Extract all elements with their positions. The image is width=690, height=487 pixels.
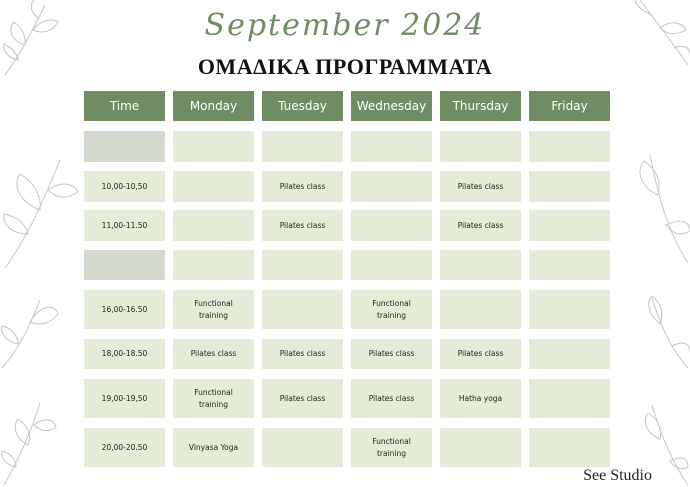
class-cell-tuesday: Pilates class: [262, 339, 343, 369]
class-cell-friday: [529, 379, 610, 418]
class-cell-friday: [529, 290, 610, 329]
class-cell-tuesday: Pilates class: [262, 210, 343, 241]
class-cell-wednesday: [351, 171, 432, 202]
class-cell-thursday: [440, 250, 521, 280]
class-cell-tuesday: [262, 428, 343, 467]
class-cell-friday: [529, 250, 610, 280]
leaf-decoration-left-middle-icon: [0, 150, 80, 270]
class-cell-wednesday: Functional training: [351, 290, 432, 329]
class-cell-friday: [529, 210, 610, 241]
class-cell-thursday: [440, 290, 521, 329]
class-cell-monday: [173, 131, 254, 162]
class-cell-monday: [173, 171, 254, 202]
class-cell-tuesday: [262, 131, 343, 162]
time-cell: [84, 131, 165, 162]
time-cell: 19,00-19,50: [84, 379, 165, 418]
class-cell-thursday: Pilates class: [440, 171, 521, 202]
column-header-friday: Friday: [529, 91, 610, 121]
class-cell-thursday: [440, 131, 521, 162]
class-cell-monday: Functional training: [173, 290, 254, 329]
leaf-decoration-right-lower-icon: [630, 290, 690, 370]
leaf-decoration-right-middle-icon: [630, 145, 690, 265]
column-header-thursday: Thursday: [440, 91, 521, 121]
class-cell-monday: [173, 250, 254, 280]
time-cell: 16,00-16.50: [84, 290, 165, 329]
page-title: ΟΜΑΔΙΚΑ ΠΡΟΓΡΑΜΜΑΤΑ: [197, 54, 493, 79]
class-cell-monday: Functional training: [173, 379, 254, 418]
class-cell-wednesday: Pilates class: [351, 339, 432, 369]
class-cell-thursday: [440, 428, 521, 467]
class-cell-thursday: Pilates class: [440, 210, 521, 241]
class-cell-tuesday: [262, 290, 343, 329]
class-cell-thursday: Pilates class: [440, 339, 521, 369]
class-cell-wednesday: [351, 250, 432, 280]
class-cell-wednesday: Functional training: [351, 428, 432, 467]
studio-name: See Studio: [583, 467, 652, 484]
class-cell-thursday: Hatha yoga: [440, 379, 521, 418]
class-cell-friday: [529, 131, 610, 162]
class-cell-monday: Vinyasa Yoga: [173, 428, 254, 467]
class-cell-wednesday: [351, 210, 432, 241]
time-cell: 10,00-10,50: [84, 171, 165, 202]
class-cell-friday: [529, 171, 610, 202]
column-header-tuesday: Tuesday: [262, 91, 343, 121]
leaf-decoration-bottom-left-icon: [0, 395, 60, 487]
column-header-monday: Monday: [173, 91, 254, 121]
class-cell-monday: [173, 210, 254, 241]
time-cell: [84, 250, 165, 280]
column-header-time: Time: [84, 91, 165, 121]
column-header-wednesday: Wednesday: [351, 91, 432, 121]
class-cell-friday: [529, 428, 610, 467]
class-cell-wednesday: [351, 131, 432, 162]
class-cell-monday: Pilates class: [173, 339, 254, 369]
time-cell: 20,00-20.50: [84, 428, 165, 467]
class-cell-wednesday: Pilates class: [351, 379, 432, 418]
month-title: September 2024: [204, 8, 486, 43]
class-cell-tuesday: [262, 250, 343, 280]
time-cell: 11,00-11.50: [84, 210, 165, 241]
leaf-decoration-left-lower-icon: [0, 290, 60, 370]
class-cell-tuesday: Pilates class: [262, 171, 343, 202]
class-cell-friday: [529, 339, 610, 369]
time-cell: 18,00-18.50: [84, 339, 165, 369]
class-cell-tuesday: Pilates class: [262, 379, 343, 418]
